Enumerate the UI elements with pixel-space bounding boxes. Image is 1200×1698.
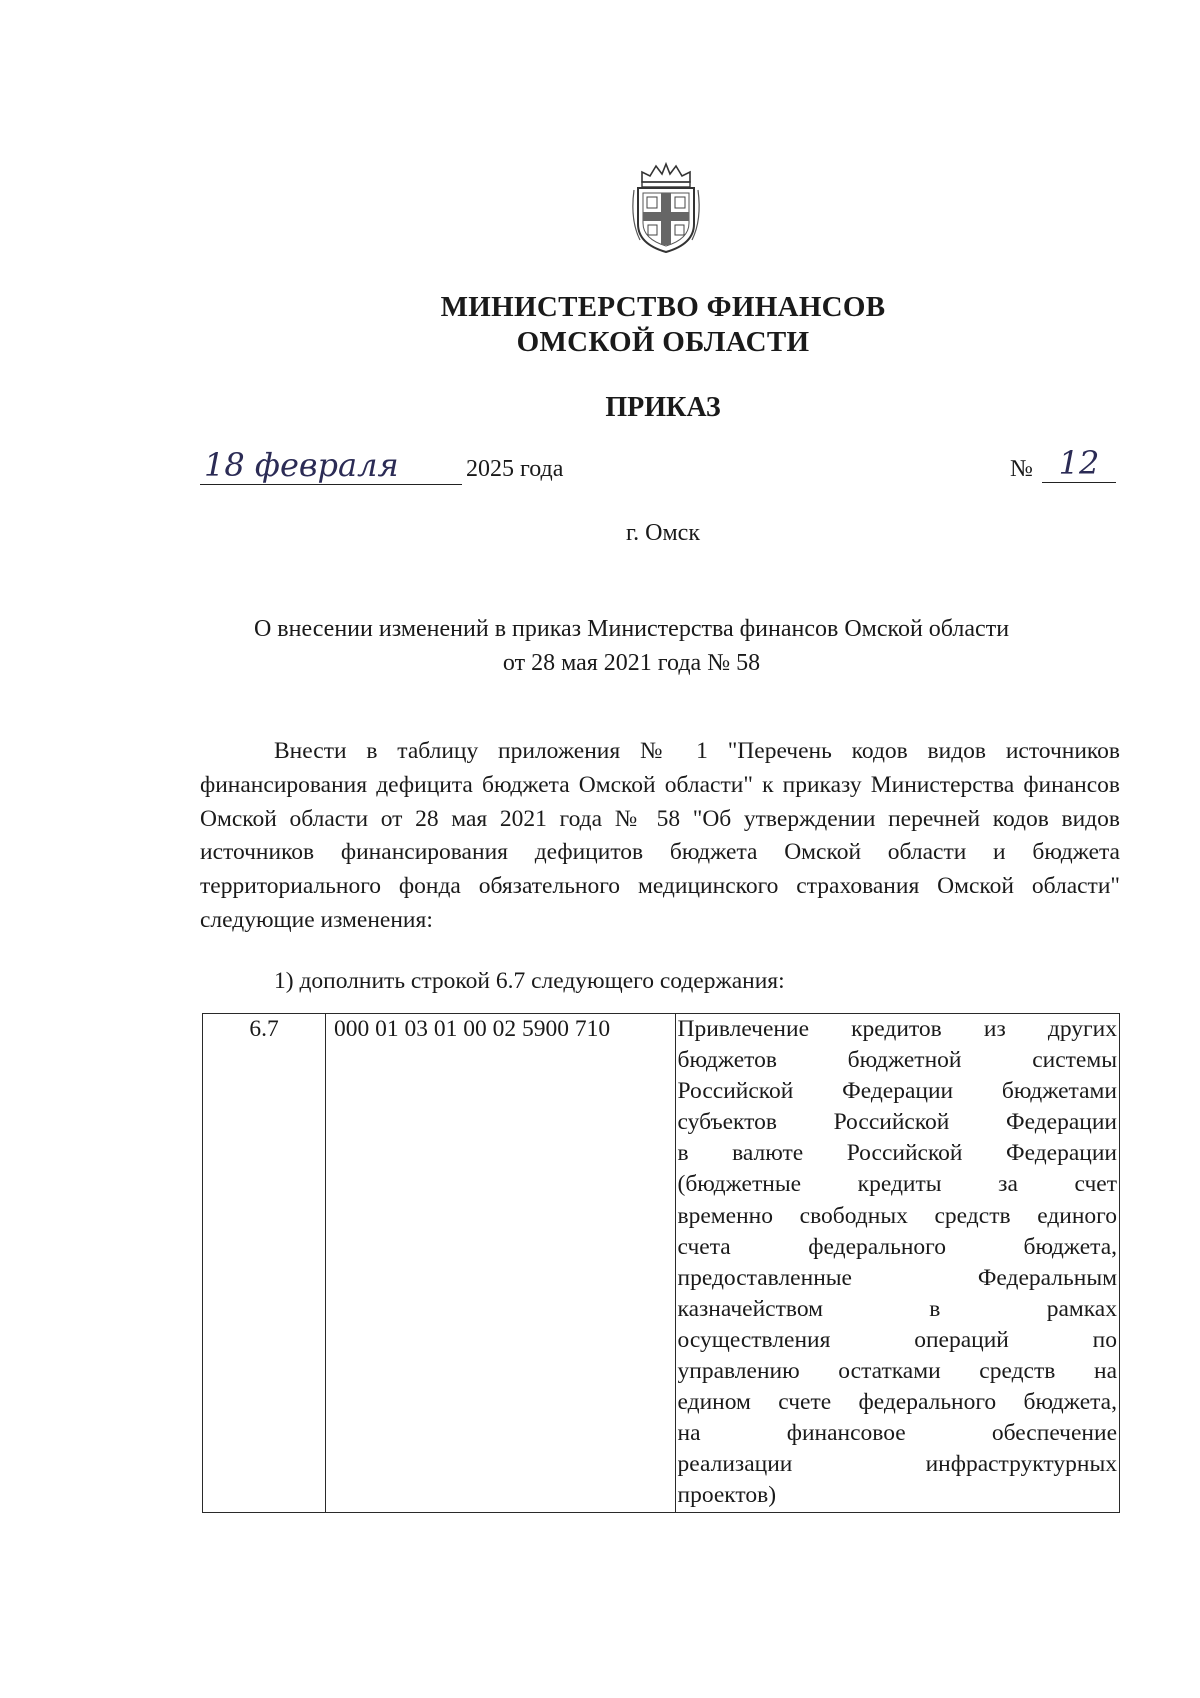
description-line: субъектов Российской Федерации xyxy=(677,1109,1117,1136)
subject-line1: О внесении изменений в приказ Министерства финансов Омской области xyxy=(253,616,1010,642)
coat-of-arms-icon xyxy=(628,160,704,256)
description-line: в валюте Российской Федерации xyxy=(677,1140,1117,1167)
description-line: временно свободных средств единого xyxy=(677,1202,1117,1229)
row-description-cell xyxy=(675,1014,1119,1513)
row-code-cell: 000 01 03 01 00 02 5900 710 xyxy=(326,1014,676,1513)
document-subject xyxy=(0,612,1200,680)
description-line: (бюджетные кредиты за счет xyxy=(677,1171,1117,1198)
description-line: казначейством в рамках xyxy=(677,1295,1117,1322)
description-line: осуществления операций по xyxy=(677,1326,1117,1353)
description-line: предоставленные Федеральным xyxy=(677,1264,1117,1291)
body-paragraph: Внести в таблицу приложения № 1 "Перечень кодов видов источников финансирования дефицита бюджета Омской области" к приказу Министерства финансов Омской области от 28 мая 2021 года № 58 "Об утверждении перечней кодов видов источников финансирования дефицитов бюджета Омской области и бюджета территориального фонда обязательного медицинского страхования Омской области" следующие изменения: xyxy=(200,738,1120,933)
description-line: реализации инфраструктурных xyxy=(677,1451,1117,1478)
description-line: едином счете федерального бюджета, xyxy=(677,1389,1117,1416)
table-row xyxy=(203,1014,1120,1513)
description-line: Российской Федерации бюджетами xyxy=(677,1078,1117,1105)
description-line: счета федерального бюджета, xyxy=(677,1233,1117,1260)
row-number-cell: 6.7 xyxy=(203,1014,326,1513)
number-label: № xyxy=(1010,456,1033,482)
document-type-title: ПРИКАЗ xyxy=(605,392,721,423)
ministry-name-line1: МИНИСТЕРСТВО ФИНАНСОВ xyxy=(440,291,886,323)
subject-line2: от 28 мая 2021 года № 58 xyxy=(502,650,761,676)
description-line: бюджетов бюджетной системы xyxy=(677,1047,1117,1074)
description-line: проектов) xyxy=(677,1482,777,1509)
list-item-1: 1) дополнить строкой 6.7 следующего содержания: xyxy=(274,968,785,994)
handwritten-date: 18 февраля xyxy=(200,446,462,485)
description-line: на финансовое обеспечение xyxy=(677,1420,1117,1447)
date-year: 2025 года xyxy=(466,456,564,482)
date-number-line xyxy=(200,444,1120,490)
description-line: управлению остатками средств на xyxy=(677,1358,1117,1385)
handwritten-number: 12 xyxy=(1042,444,1116,483)
changes-table xyxy=(202,1013,1120,1513)
city: г. Омск xyxy=(626,520,700,546)
ministry-name-line2: ОМСКОЙ ОБЛАСТИ xyxy=(516,326,810,358)
description-line: Привлечение кредитов из других xyxy=(677,1016,1117,1042)
